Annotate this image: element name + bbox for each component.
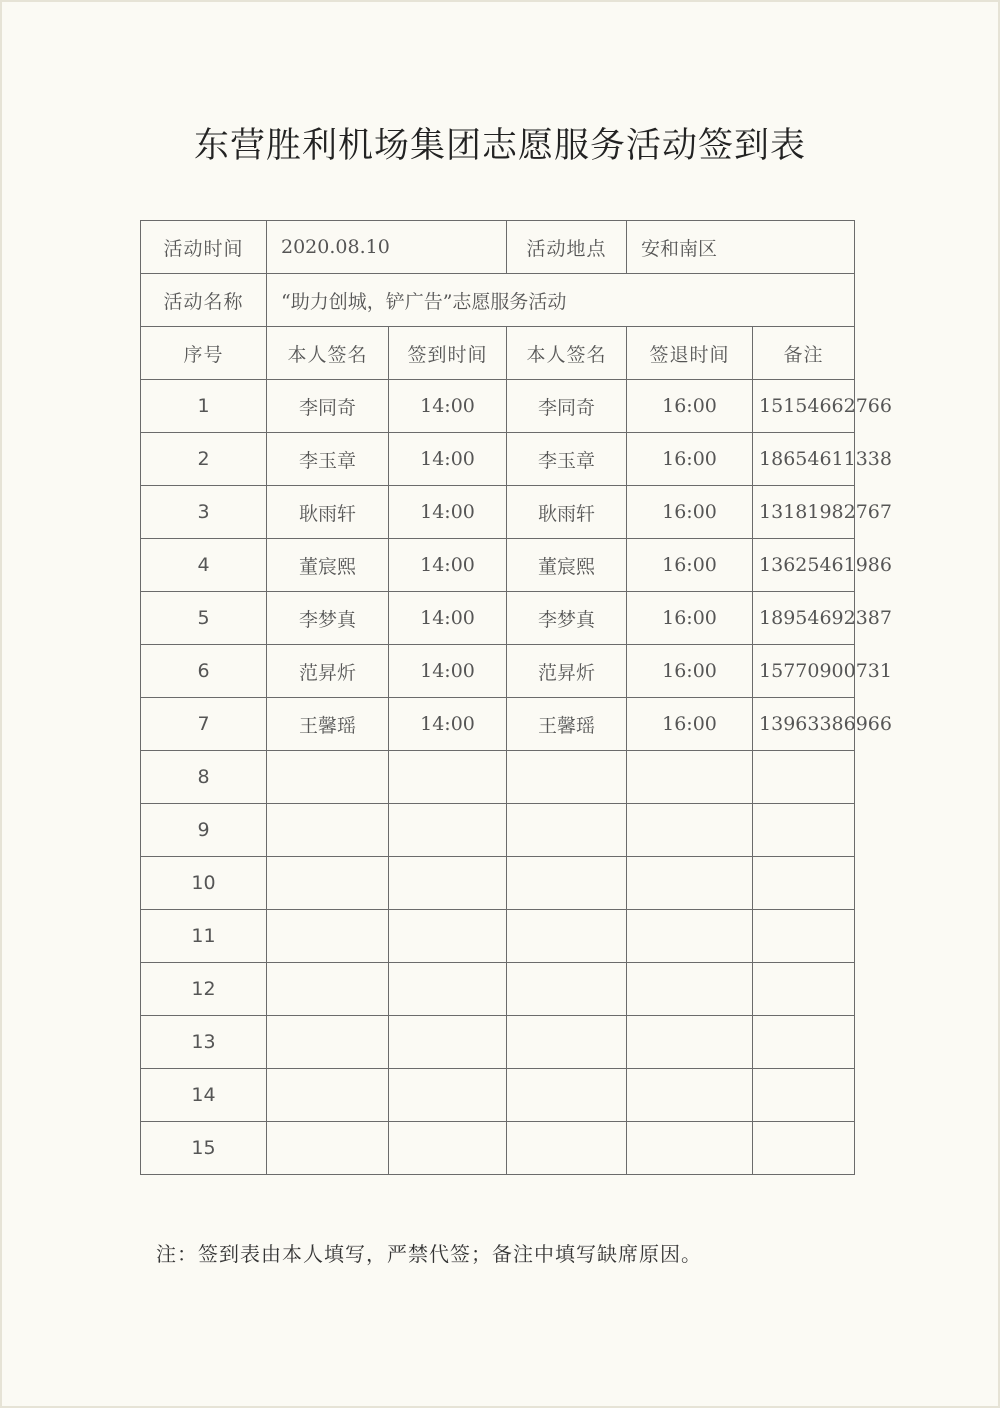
sign-in-time: 14:00 — [389, 486, 507, 539]
table-row — [141, 592, 855, 645]
sign-out-time — [627, 910, 753, 963]
activity-name-value: “助力创城，铲广告”志愿服务活动 — [267, 274, 855, 327]
sign-out-time — [627, 1016, 753, 1069]
sign-in-time: 14:00 — [389, 380, 507, 433]
sign-in-name — [267, 1016, 389, 1069]
sign-out-time: 16:00 — [627, 380, 753, 433]
note-cell — [753, 1069, 855, 1122]
table-row — [141, 539, 855, 592]
col-header-no: 序号 — [141, 327, 267, 380]
row-number: 3 — [141, 486, 267, 539]
note-cell: 13963386966 — [753, 698, 855, 751]
info-row-time-place — [141, 221, 855, 274]
sign-out-name: 耿雨轩 — [507, 486, 627, 539]
table-row — [141, 486, 855, 539]
sign-out-time: 16:00 — [627, 645, 753, 698]
sign-out-name — [507, 1016, 627, 1069]
sign-in-name: 范昇炘 — [267, 645, 389, 698]
sign-out-time: 16:00 — [627, 486, 753, 539]
sign-out-name: 董宸熙 — [507, 539, 627, 592]
table-row — [141, 804, 855, 857]
row-number: 2 — [141, 433, 267, 486]
table-row — [141, 1122, 855, 1175]
table-row — [141, 910, 855, 963]
note-cell — [753, 963, 855, 1016]
sign-in-time — [389, 910, 507, 963]
sign-in-time — [389, 857, 507, 910]
sign-in-table — [140, 220, 892, 1175]
sign-out-name — [507, 1122, 627, 1175]
row-number: 14 — [141, 1069, 267, 1122]
sign-in-name: 李梦真 — [267, 592, 389, 645]
col-header-sign-out-name: 本人签名 — [507, 327, 627, 380]
col-header-note: 备注 — [753, 327, 855, 380]
info-row-name — [141, 274, 855, 327]
row-number: 8 — [141, 751, 267, 804]
activity-place-value: 安和南区 — [627, 221, 855, 274]
col-header-sign-in-name: 本人签名 — [267, 327, 389, 380]
sign-out-name — [507, 963, 627, 1016]
sign-out-time: 16:00 — [627, 433, 753, 486]
sign-in-time — [389, 963, 507, 1016]
sign-out-name: 李玉章 — [507, 433, 627, 486]
note-cell: 13181982767 — [753, 486, 855, 539]
sign-in-time — [389, 751, 507, 804]
col-header-sign-out-time: 签退时间 — [627, 327, 753, 380]
note-cell: 18654611338 — [753, 433, 855, 486]
sign-out-name — [507, 857, 627, 910]
note-cell — [753, 1016, 855, 1069]
sign-out-name: 李同奇 — [507, 380, 627, 433]
sign-in-time: 14:00 — [389, 592, 507, 645]
sign-out-name — [507, 751, 627, 804]
sign-in-time — [389, 1069, 507, 1122]
table-row — [141, 433, 855, 486]
col-header-sign-in-time: 签到时间 — [389, 327, 507, 380]
sign-in-name — [267, 751, 389, 804]
sign-out-time — [627, 1122, 753, 1175]
sign-in-time — [389, 1122, 507, 1175]
sign-out-name: 李梦真 — [507, 592, 627, 645]
table-row — [141, 380, 855, 433]
footnote: 注：签到表由本人填写，严禁代签；备注中填写缺席原因。 — [156, 1242, 702, 1266]
sign-in-name: 李同奇 — [267, 380, 389, 433]
note-cell — [753, 1122, 855, 1175]
sign-out-time — [627, 963, 753, 1016]
sign-in-time: 14:00 — [389, 433, 507, 486]
sign-in-name: 耿雨轩 — [267, 486, 389, 539]
note-cell: 13625461986 — [753, 539, 855, 592]
row-number: 13 — [141, 1016, 267, 1069]
activity-time-value: 2020.08.10 — [267, 221, 507, 274]
sign-in-time: 14:00 — [389, 539, 507, 592]
note-cell: 15154662766 — [753, 380, 855, 433]
table-row — [141, 857, 855, 910]
column-header-row — [141, 327, 855, 380]
sign-in-name — [267, 1069, 389, 1122]
row-number: 5 — [141, 592, 267, 645]
activity-place-label: 活动地点 — [507, 221, 627, 274]
row-number: 6 — [141, 645, 267, 698]
sign-in-time: 14:00 — [389, 698, 507, 751]
table-row — [141, 1016, 855, 1069]
sign-out-name — [507, 910, 627, 963]
sign-in-name: 王馨瑶 — [267, 698, 389, 751]
sign-in-time — [389, 1016, 507, 1069]
sign-in-time — [389, 804, 507, 857]
sign-out-time — [627, 804, 753, 857]
sign-in-name — [267, 910, 389, 963]
row-number: 7 — [141, 698, 267, 751]
document-title: 东营胜利机场集团志愿服务活动签到表 — [193, 126, 806, 166]
note-cell — [753, 751, 855, 804]
sign-out-name: 范昇炘 — [507, 645, 627, 698]
sign-in-name — [267, 857, 389, 910]
sign-out-time: 16:00 — [627, 698, 753, 751]
sign-out-name — [507, 1069, 627, 1122]
activity-name-label: 活动名称 — [141, 274, 267, 327]
sign-out-name — [507, 804, 627, 857]
note-cell — [753, 910, 855, 963]
row-number: 1 — [141, 380, 267, 433]
sign-out-time — [627, 1069, 753, 1122]
row-number: 12 — [141, 963, 267, 1016]
table-row — [141, 1069, 855, 1122]
note-cell: 18954692387 — [753, 592, 855, 645]
note-cell: 15770900731 — [753, 645, 855, 698]
sign-in-time: 14:00 — [389, 645, 507, 698]
sign-in-name — [267, 1122, 389, 1175]
table-row — [141, 698, 855, 751]
sign-out-time — [627, 857, 753, 910]
row-number: 11 — [141, 910, 267, 963]
sign-in-name — [267, 963, 389, 1016]
table-row — [141, 645, 855, 698]
row-number: 4 — [141, 539, 267, 592]
sign-in-name — [267, 804, 389, 857]
table-row — [141, 751, 855, 804]
row-number: 15 — [141, 1122, 267, 1175]
activity-time-label: 活动时间 — [141, 221, 267, 274]
row-number: 10 — [141, 857, 267, 910]
note-cell — [753, 804, 855, 857]
row-number: 9 — [141, 804, 267, 857]
note-cell — [753, 857, 855, 910]
sign-out-name: 王馨瑶 — [507, 698, 627, 751]
sign-out-time: 16:00 — [627, 539, 753, 592]
sign-in-name: 董宸熙 — [267, 539, 389, 592]
table-row — [141, 963, 855, 1016]
sign-out-time: 16:00 — [627, 592, 753, 645]
sign-in-name: 李玉章 — [267, 433, 389, 486]
sign-out-time — [627, 751, 753, 804]
